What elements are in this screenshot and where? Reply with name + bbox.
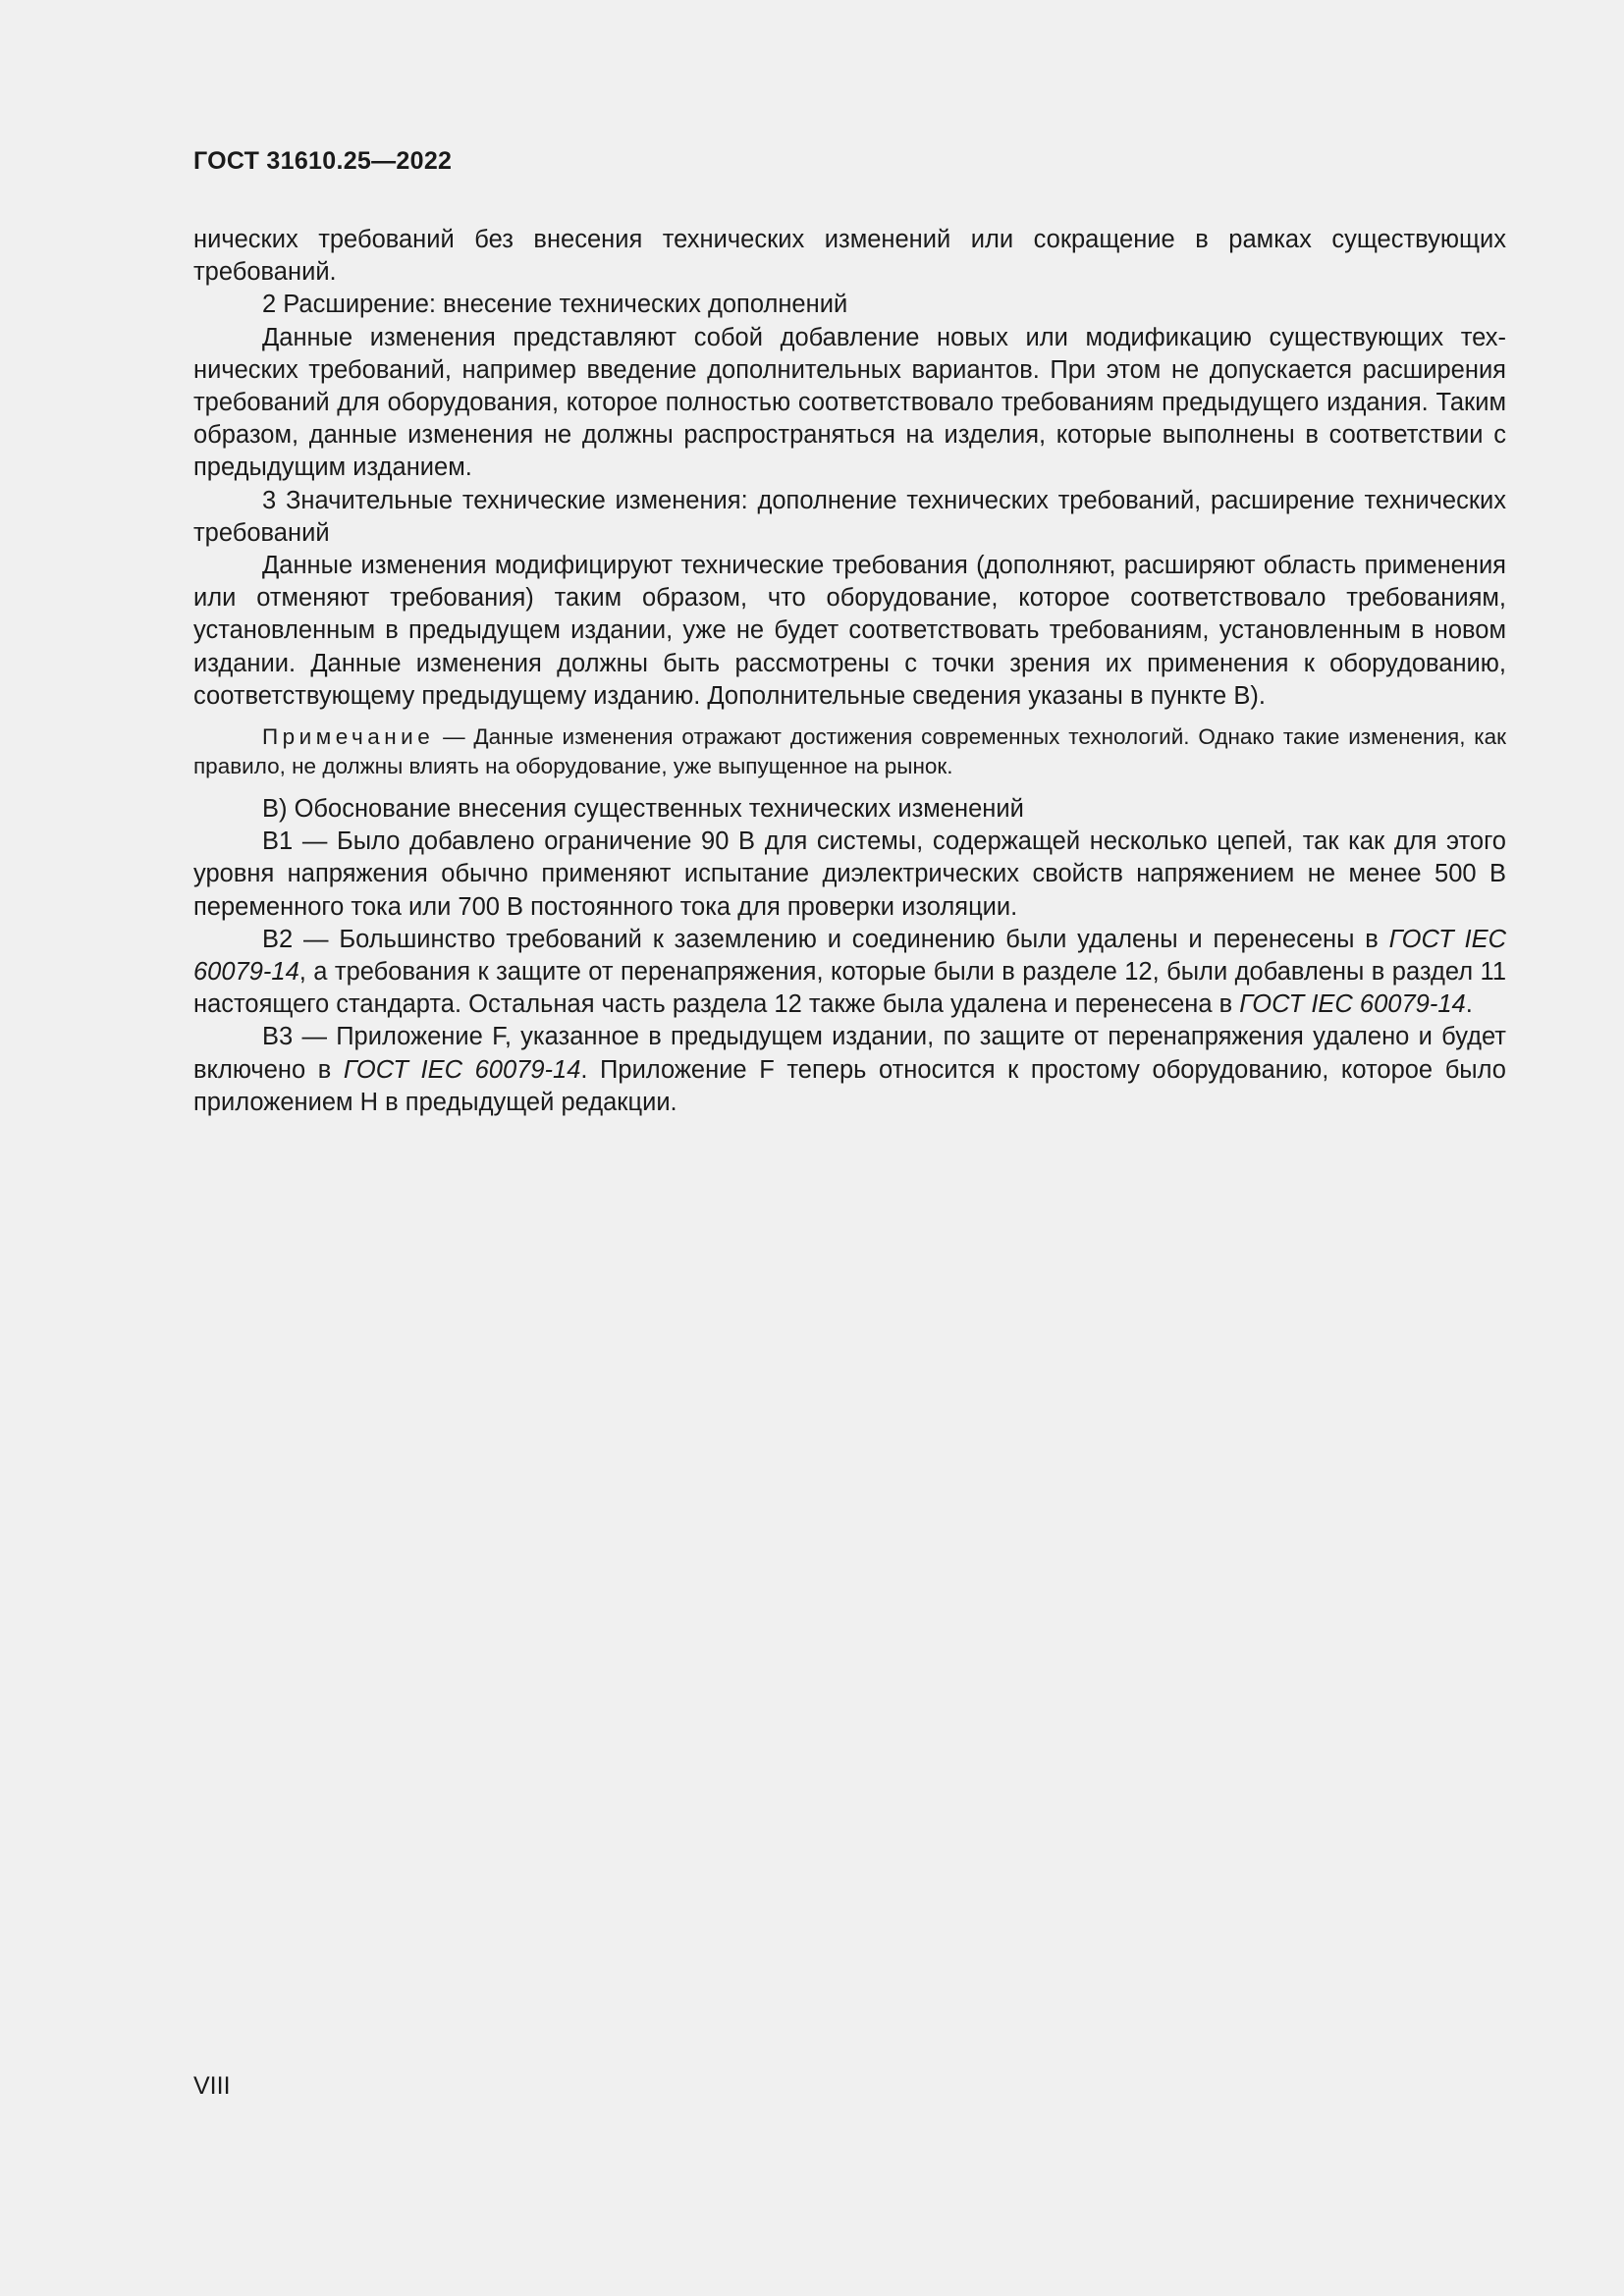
document-header: ГОСТ 31610.25—2022: [193, 147, 453, 175]
page-body: [193, 224, 1506, 1119]
section-heading: В) Обоснование внесения существенных технических изменений: [262, 795, 1024, 824]
page-number: VIII: [193, 2072, 231, 2100]
text-run: В2 — Большинство требований к заземлению и соединению были удалены и перенесены в: [262, 925, 1389, 953]
paragraph: нических требований без внесения технических изменений или сокращение в рамках существующих требований.: [193, 226, 1506, 287]
standard-reference: ГОСТ IEC 60079-14: [1239, 990, 1466, 1019]
text-run: . Приложение F теперь относится к простому оборудованию, которое было приложением Н в предыдущей редакции.: [193, 1055, 1506, 1116]
note-label: Примечание: [262, 724, 435, 750]
standard-reference: ГОСТ IEC 60079-14: [193, 925, 1506, 987]
note: [193, 722, 1506, 781]
paragraph-b2: [193, 924, 1506, 1022]
paragraph-b3: [193, 1021, 1506, 1119]
standard-reference: ГОСТ IEC 60079-14: [343, 1055, 581, 1084]
note-text: — Данные изменения отражают достижения современных технологий. Однако такие изменения, как правило, не должны влиять на оборудование, уже выпущенное на рынок.: [193, 724, 1506, 779]
paragraph: Данные изменения модифицируют технические требования (дополняют, расширяют область применения или отменяют требования) таким образом, что оборудование, которое соответствовало требованиям, установленным в предыдущем издании, уже не будет соответствовать требованиям, установленным в новом издании. Данные изменения должны быть рассмотрены с точки зрения их применения к оборудованию, соответствующему предыдущему изданию. Дополнительные сведения указаны в пункте В).: [193, 552, 1506, 710]
text-run: , а требования к защите от перенапряжения, которые были в разделе 12, были добавлены в раздел 11 настоящего стандарта. Остальная часть раздела 12 также была удалена и перенесена в: [193, 958, 1506, 1019]
list-item-extension: 2 Расширение: внесение технических дополнений: [262, 291, 848, 319]
paragraph-b1: В1 — Было добавлено ограничение 90 В для системы, содержащей несколько цепей, так как для этого уровня напряжения обычно применяют испытание диэлектрических свойств напряжением не менее 500 В переменного тока или 700 В постоянного тока для проверки изоляции.: [193, 828, 1506, 921]
list-item-major-changes: 3 Значительные технические изменения: дополнение технических требований, расширение технических требований: [193, 486, 1506, 547]
text-run: В3 — Приложение F, указанное в предыдущем издании, по защите от перенапряжения удалено и будет включено в: [193, 1023, 1506, 1084]
paragraph: Данные изменения представляют собой добавление новых или модификацию существующих технических требований, например введение дополнительных вариантов. При этом не допускается расширения требований для оборудования, которое полностью соответствовало требованиям предыдущего издания. Таким образом, данные изменения не должны распространяться на изделия, которые выполнены в соответствии с предыдущим изданием.: [193, 323, 1506, 482]
text-run: .: [1465, 990, 1473, 1019]
